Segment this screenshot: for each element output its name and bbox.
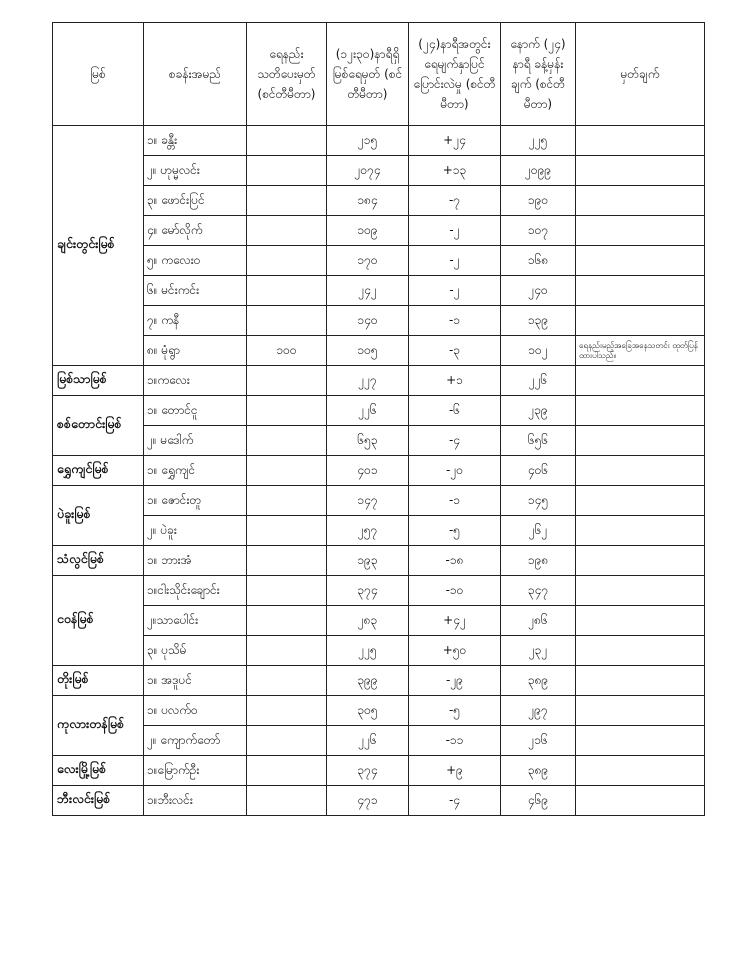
table-row [53,666,705,696]
remark-cell [576,486,705,516]
remark-cell [576,456,705,486]
current-level-cell: ၂၁၅ [327,126,409,156]
table-row [53,516,705,546]
table-row [53,786,705,816]
station-cell: ၅။ ကလေးဝ [144,246,247,276]
header-forecast: နောက် (၂၄) နာရီ ခန့်မှန်းချက် (စင်တီမီတာ) [501,23,576,126]
danger-level-cell: ၁၀၀ [247,336,327,366]
danger-level-cell [247,756,327,786]
danger-level-cell [247,486,327,516]
change-cell: -၅ [409,696,501,726]
danger-level-cell [247,576,327,606]
change-cell: +၄၂ [409,606,501,636]
current-level-cell: ၁၀၅ [327,336,409,366]
change-cell: -၁ [409,486,501,516]
river-name-cell: ဘီးလင်းမြစ် [53,786,144,816]
station-cell: ၃။ ပုသိမ် [144,636,247,666]
station-cell: ၆။ မင်းကင်း [144,276,247,306]
table-row [53,756,705,786]
station-cell: ၁။ တောင်ငူ [144,396,247,426]
header-row [53,23,705,126]
table-row [53,576,705,606]
remark-cell [576,726,705,756]
table-row [53,456,705,486]
river-name-cell: စစ်တောင်းမြစ် [53,396,144,456]
table-row [53,126,705,156]
current-level-cell: ၁၄၀ [327,306,409,336]
remark-cell [576,756,705,786]
river-name-cell: ရွှေကျင်မြစ် [53,456,144,486]
current-level-cell: ၁၉၃ [327,546,409,576]
remark-cell [576,156,705,186]
table-row [53,186,705,216]
forecast-cell: ၆၅၆ [501,426,576,456]
station-cell: ၈။ မုံရွာ [144,336,247,366]
change-cell: -၂ [409,216,501,246]
forecast-cell: ၁၄၅ [501,486,576,516]
table-body [53,126,705,816]
remark-cell [576,666,705,696]
table-row [53,606,705,636]
change-cell: -၆ [409,396,501,426]
table-row [53,546,705,576]
change-cell: -၁၈ [409,546,501,576]
table-row [53,246,705,276]
danger-level-cell [247,366,327,396]
danger-level-cell [247,426,327,456]
river-name-cell: လေးမြို့မြစ် [53,756,144,786]
remark-cell [576,246,705,276]
danger-level-cell [247,126,327,156]
remark-cell [576,576,705,606]
danger-level-cell [247,456,327,486]
table-row [53,216,705,246]
table-row [53,156,705,186]
danger-level-cell [247,216,327,246]
forecast-cell: ၂၈၆ [501,606,576,636]
table-row [53,276,705,306]
current-level-cell: ၄၀၁ [327,456,409,486]
forecast-cell: ၁၃၉ [501,306,576,336]
change-cell: -၁ [409,306,501,336]
remark-cell [576,696,705,726]
forecast-cell: ၁၉၈ [501,546,576,576]
danger-level-cell [247,636,327,666]
danger-level-cell [247,696,327,726]
remark-cell [576,366,705,396]
current-level-cell: ၆၅၃ [327,426,409,456]
remark-cell [576,546,705,576]
station-cell: ၂။ ဟုမ္မလင်း [144,156,247,186]
forecast-cell: ၃၈၉ [501,756,576,786]
river-level-table [52,22,705,816]
current-level-cell: ၂၂၅ [327,636,409,666]
change-cell: +၂၄ [409,126,501,156]
river-name-cell: မြစ်သာမြစ် [53,366,144,396]
station-cell: ၂။ မဒေါက် [144,426,247,456]
danger-level-cell [247,246,327,276]
forecast-cell: ၂၀၉၉ [501,156,576,186]
river-name-cell: ကုလားတန်မြစ် [53,696,144,756]
current-level-cell: ၂၄၂ [327,276,409,306]
header-danger-level: ရေနည်း သတိပေးမှတ် (စင်တီမီတာ) [247,23,327,126]
danger-level-cell [247,306,327,336]
current-level-cell: ၂၀၇၄ [327,156,409,186]
change-cell: -၂ [409,246,501,276]
remark-cell [576,216,705,246]
table-row [53,336,705,366]
change-cell: +၁ [409,366,501,396]
current-level-cell: ၃၉၉ [327,666,409,696]
current-level-cell: ၁၈၄ [327,186,409,216]
current-level-cell: ၂၂၇ [327,366,409,396]
river-level-table-sheet [52,22,705,816]
station-cell: ၁။ငါးသိုင်းချောင်း [144,576,247,606]
station-cell: ၂။ ကျောက်တော် [144,726,247,756]
current-level-cell: ၃၇၄ [327,576,409,606]
change-cell: -၄ [409,786,501,816]
station-cell: ၁။ ဘားအံ [144,546,247,576]
danger-level-cell [247,666,327,696]
danger-level-cell [247,156,327,186]
remark-cell [576,636,705,666]
current-level-cell: ၂၂၆ [327,396,409,426]
station-cell: ၄။ မော်လိုက် [144,216,247,246]
forecast-cell: ၁၀၂ [501,336,576,366]
station-cell: ၁။ ခန္တီး [144,126,247,156]
current-level-cell: ၃၇၄ [327,756,409,786]
river-name-cell: ပဲခူးမြစ် [53,486,144,546]
station-cell: ၁။ဘီးလင်း [144,786,247,816]
forecast-cell: ၁၀၇ [501,216,576,246]
station-cell: ၁။ ရွှေကျင် [144,456,247,486]
station-cell: ၂။ ပဲခူး [144,516,247,546]
river-name-cell: ချင်းတွင်းမြစ် [53,126,144,366]
header-station: စခန်းအမည် [144,23,247,126]
remark-cell [576,186,705,216]
forecast-cell: ၂၂၅ [501,126,576,156]
table-row [53,636,705,666]
forecast-cell: ၂၉၇ [501,696,576,726]
change-cell: -၃ [409,336,501,366]
change-cell: +၁၃ [409,156,501,186]
current-level-cell: ၂၈၃ [327,606,409,636]
change-cell: +၅၀ [409,636,501,666]
remark-cell [576,516,705,546]
forecast-cell: ၄၆၉ [501,786,576,816]
current-level-cell: ၁၄၇ [327,486,409,516]
current-level-cell: ၁၀၉ [327,216,409,246]
change-cell: -၁၁ [409,726,501,756]
station-cell: ၁။ အဒူပင် [144,666,247,696]
remark-cell [576,276,705,306]
station-cell: ၃။ ဖောင်းပြင် [144,186,247,216]
remark-cell [576,606,705,636]
current-level-cell: ၂၂၆ [327,726,409,756]
danger-level-cell [247,276,327,306]
station-cell: ၇။ ကနီ [144,306,247,336]
danger-level-cell [247,396,327,426]
header-24h-change: (၂၄)နာရီအတွင်း ရေမျက်နှာပြင် ပြောင်းလဲမှု (စင်တီမီတာ) [409,23,501,126]
remark-cell [576,426,705,456]
river-name-cell: ငဝန်မြစ် [53,576,144,666]
forecast-cell: ၂၁၆ [501,726,576,756]
change-cell: -၂၀ [409,456,501,486]
danger-level-cell [247,546,327,576]
forecast-cell: ၂၃၂ [501,636,576,666]
remark-cell [576,396,705,426]
forecast-cell: ၁၉၀ [501,186,576,216]
table-row [53,696,705,726]
change-cell: +၉ [409,756,501,786]
danger-level-cell [247,786,327,816]
table-row [53,426,705,456]
header-river: မြစ် [53,23,144,126]
forecast-cell: ၄၀၆ [501,456,576,486]
station-cell: ၁။မြောက်ဦး [144,756,247,786]
danger-level-cell [247,186,327,216]
table-row [53,396,705,426]
danger-level-cell [247,726,327,756]
table-row [53,306,705,336]
river-name-cell: သံလွင်မြစ် [53,546,144,576]
remark-cell [576,786,705,816]
station-cell: ၁။ ဇောင်းတူ [144,486,247,516]
change-cell: -၅ [409,516,501,546]
forecast-cell: ၁၆၈ [501,246,576,276]
remark-cell: ရေနည်းမည့်အခြေအနေသတင်း ထုတ်ပြန်ထားပါသည်။ [576,336,705,366]
current-level-cell: ၄၇၁ [327,786,409,816]
river-name-cell: တိုးမြစ် [53,666,144,696]
change-cell: -၂ [409,276,501,306]
forecast-cell: ၂၆၂ [501,516,576,546]
current-level-cell: ၂၅၇ [327,516,409,546]
table-row [53,726,705,756]
table-row [53,366,705,396]
forecast-cell: ၂၃၉ [501,396,576,426]
forecast-cell: ၃၈၉ [501,666,576,696]
current-level-cell: ၃၀၅ [327,696,409,726]
header-remark: မှတ်ချက် [576,23,705,126]
remark-cell [576,126,705,156]
station-cell: ၂။သာပေါင်း [144,606,247,636]
change-cell: -၁၀ [409,576,501,606]
forecast-cell: ၂၂၆ [501,366,576,396]
forecast-cell: ၂၄၀ [501,276,576,306]
change-cell: -၇ [409,186,501,216]
table-row [53,486,705,516]
header-current-level: (၁၂း၃၀)နာရီရှိ မြစ်ရေမှတ် (စင်တီမီတာ) [327,23,409,126]
danger-level-cell [247,606,327,636]
change-cell: -၄ [409,426,501,456]
forecast-cell: ၃၄၇ [501,576,576,606]
danger-level-cell [247,516,327,546]
remark-cell [576,306,705,336]
station-cell: ၁။ကလေး [144,366,247,396]
station-cell: ၁။ ပလက်ဝ [144,696,247,726]
current-level-cell: ၁၇၀ [327,246,409,276]
change-cell: -၂၉ [409,666,501,696]
